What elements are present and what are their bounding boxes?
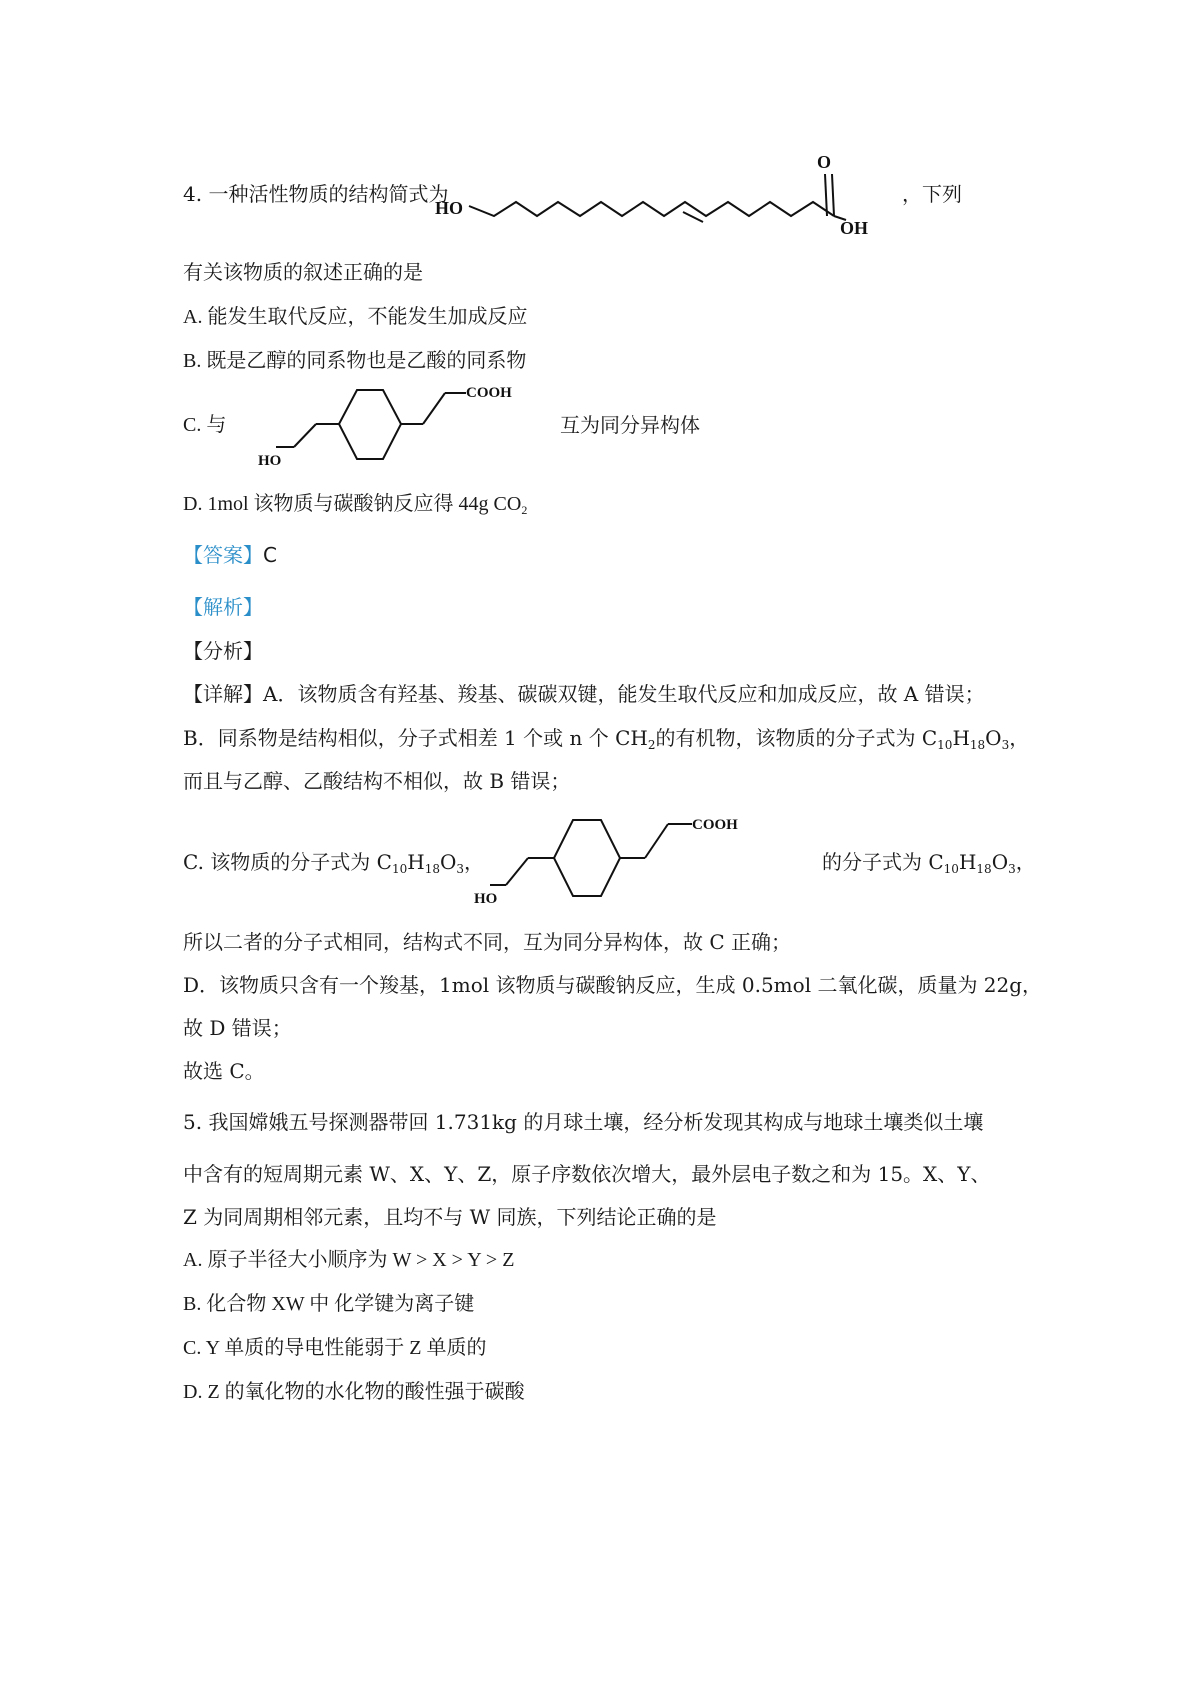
q4-mol-oh: OH xyxy=(840,218,869,238)
detail-d-line1: D．该物质只含有一个羧基，1mol 该物质与碳酸钠反应，生成 0.5mol 二氧化碳，质量为 22g， xyxy=(183,973,1043,997)
q4-option-a: A. 能发生取代反应，不能发生加成反应 xyxy=(183,306,528,328)
q4-number: 4. xyxy=(183,182,203,206)
detail-c-line1-left xyxy=(183,848,484,876)
detail-c-h: H xyxy=(407,850,425,874)
detail-b-h: H xyxy=(952,726,970,750)
q5-option-c: C. Y 单质的导电性能弱于 Z 单质的 xyxy=(183,1337,487,1359)
detail-d-line2: 故 D 错误； xyxy=(183,1016,292,1040)
q5-stem-line1: 5. 我国嫦娥五号探测器带回 1.731kg 的月球土壤，经分析发现其构成与地球土壤类似土壤 xyxy=(183,1110,984,1134)
q4-option-c-pre: C. 与 xyxy=(183,414,227,436)
detail-c-line1-right xyxy=(822,848,1036,876)
detail-b-line1 xyxy=(183,724,1029,752)
q4-stem-comma: ，下列 xyxy=(902,182,962,206)
detail-c-ho: HO xyxy=(474,891,498,907)
q4-double-bond-line xyxy=(683,212,703,222)
q4-mol-ho: HO xyxy=(435,198,464,218)
q4-option-c-ring-structure xyxy=(238,380,538,480)
detail-c-o: O xyxy=(439,850,457,874)
detail-a: 【详解】A．该物质含有羟基、羧基、碳碳双键，能发生取代反应和加成反应，故 A 错误； xyxy=(183,682,985,706)
detail-b-end: ， xyxy=(1009,726,1030,750)
jiexi-label: 【解析】 xyxy=(183,595,263,619)
detail-c-f1: 10 xyxy=(391,862,408,876)
detail-c-cooh: COOH xyxy=(692,817,738,833)
q5-option-d: D. Z 的氧化物的水化物的酸性强于碳酸 xyxy=(183,1381,525,1403)
detail-c-o2: O xyxy=(991,850,1009,874)
q4-structure-chain xyxy=(435,148,905,248)
detail-b-text2: 的有机物，该物质的分子式为 C xyxy=(655,726,938,750)
fenxi-label: 【分析】 xyxy=(183,639,263,663)
detail-b-o: O xyxy=(985,726,1002,750)
detail-c-end: ， xyxy=(1015,850,1036,874)
answer-label: 【答案】 xyxy=(183,543,263,567)
detail-c-h2: H xyxy=(958,850,977,874)
detail-c-ring-structure xyxy=(460,810,770,920)
q4-option-d xyxy=(183,490,527,518)
q5-stem-line3: Z 为同周期相邻元素，且均不与 W 同族，下列结论正确的是 xyxy=(183,1205,717,1229)
detail-c-g2: 18 xyxy=(976,862,992,876)
detail-c-line2: 所以二者的分子式相同，结构式不同，互为同分异构体，故 C 正确； xyxy=(183,930,792,954)
detail-c-text1: C. 该物质的分子式为 C xyxy=(183,850,392,874)
q4-stem-line1 xyxy=(183,180,448,208)
q4-option-c-post: 互为同分异构体 xyxy=(560,413,700,437)
detail-b-text1: B．同系物是结构相似，分子式相差 1 个或 n 个 CH xyxy=(183,726,648,750)
detail-c-g3: 3 xyxy=(1008,862,1016,876)
q5-stem-line2: 中含有的短周期元素 W、X、Y、Z，原子序数依次增大，最外层电子数之和为 15。X、Y、 xyxy=(183,1162,991,1186)
detail-b-ch2-sub: 2 xyxy=(647,738,656,752)
detail-b-f3: 3 xyxy=(1001,738,1010,752)
q4-c-cooh: COOH xyxy=(466,385,512,401)
q4-mol-o: O xyxy=(817,152,832,172)
q4-option-d-text: D. 1mol 该物质与碳酸钠反应得 44g CO xyxy=(183,493,522,515)
detail-c-text2: 的分子式为 C xyxy=(822,850,944,874)
detail-c-f3: 3 xyxy=(456,862,465,876)
detail-b-line2: 而且与乙醇、乙酸结构不相似，故 B 错误； xyxy=(183,769,571,793)
detail-c-mid: ， xyxy=(464,850,485,874)
answer-line xyxy=(183,541,277,569)
detail-conclusion: 故选 C。 xyxy=(183,1059,265,1083)
q4-option-b: B. 既是乙醇的同系物也是乙酸的同系物 xyxy=(183,350,527,372)
answer-value: C xyxy=(263,543,277,567)
detail-c-f2: 18 xyxy=(424,862,440,876)
q4-stem-text: 一种活性物质的结构简式为 xyxy=(208,182,449,206)
q4-stem-line2: 有关该物质的叙述正确的是 xyxy=(183,260,423,284)
q5-option-a: A. 原子半径大小顺序为 W > X > Y > Z xyxy=(183,1249,515,1271)
q4-option-d-sub: 2 xyxy=(521,503,528,517)
detail-b-f1: 10 xyxy=(937,738,953,752)
detail-c-g1: 10 xyxy=(943,862,959,876)
detail-b-f2: 18 xyxy=(969,738,986,752)
q5-option-b: B. 化合物 XW 中 化学键为离子键 xyxy=(183,1293,475,1315)
q4-c-ho: HO xyxy=(258,453,282,469)
